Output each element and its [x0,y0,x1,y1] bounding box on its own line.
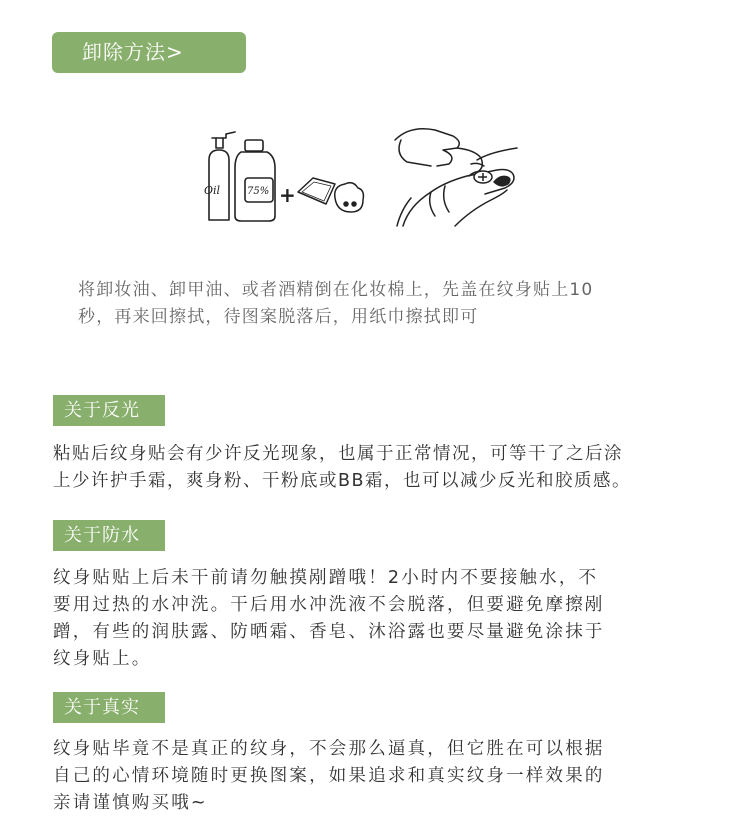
paragraph-line: 纹身贴贴上后未干前请勿触摸剐蹭哦！2小时内不要接触水，不 [53,568,599,588]
oil-bottle-icon [209,132,235,220]
section-title: 关于反光 [64,400,140,421]
realism-text [53,736,605,817]
alcohol-bottle-icon [235,140,275,221]
paragraph-line: 粘贴后纹身贴会有少许反光现象，也属于正常情况，可等干了之后涂 [53,444,623,464]
instruction-line: 秒，再来回擦拭，待图案脱落后，用纸巾擦拭即可 [78,307,479,327]
section-header-removal [52,32,246,73]
paragraph-line: 要用过热的水冲洗。干后用水冲洗液不会脱落，但要避免摩擦剐 [53,595,605,615]
section-header-realism [53,692,165,723]
section-header-waterproof [53,520,165,551]
cotton-ball-icon [335,183,364,212]
alcohol-bottle-label: 75% [247,186,270,197]
oil-bottle-label: Oil [204,184,221,197]
paragraph-line: 自己的心情环境随时更换图案，如果追求和真实纹身一样效果的 [53,766,605,786]
section-header-title: 卸除方法> [82,40,184,64]
paragraph-line: 亲请谨慎购买哦~ [53,793,208,813]
tattoo-mark-icon [474,171,511,187]
removal-instructions [78,277,718,331]
removal-illustration [195,120,525,230]
paragraph-line: 上少许护手霜，爽身粉、干粉底或BB霜，也可以减少反光和胶质感。 [53,471,632,491]
section-header-reflection [53,395,165,426]
waterproof-text [53,565,605,673]
section-title: 关于真实 [64,697,140,718]
section-title: 关于防水 [64,525,140,546]
paragraph-line: 蹭，有些的润肤露、防晒霜、香皂、沐浴露也要尽量避免涂抹于 [53,622,605,642]
paragraph-line: 纹身贴上。 [53,649,152,669]
reflection-text [53,441,631,495]
plus-sign: + [279,183,296,207]
paragraph-line: 纹身贴毕竟不是真正的纹身，不会那么逼真，但它胜在可以根据 [53,739,605,759]
instruction-line: 将卸妆油、卸甲油、或者酒精倒在化妆棉上，先盖在纹身贴上10 [78,280,594,300]
cotton-pad-icon [298,178,335,204]
